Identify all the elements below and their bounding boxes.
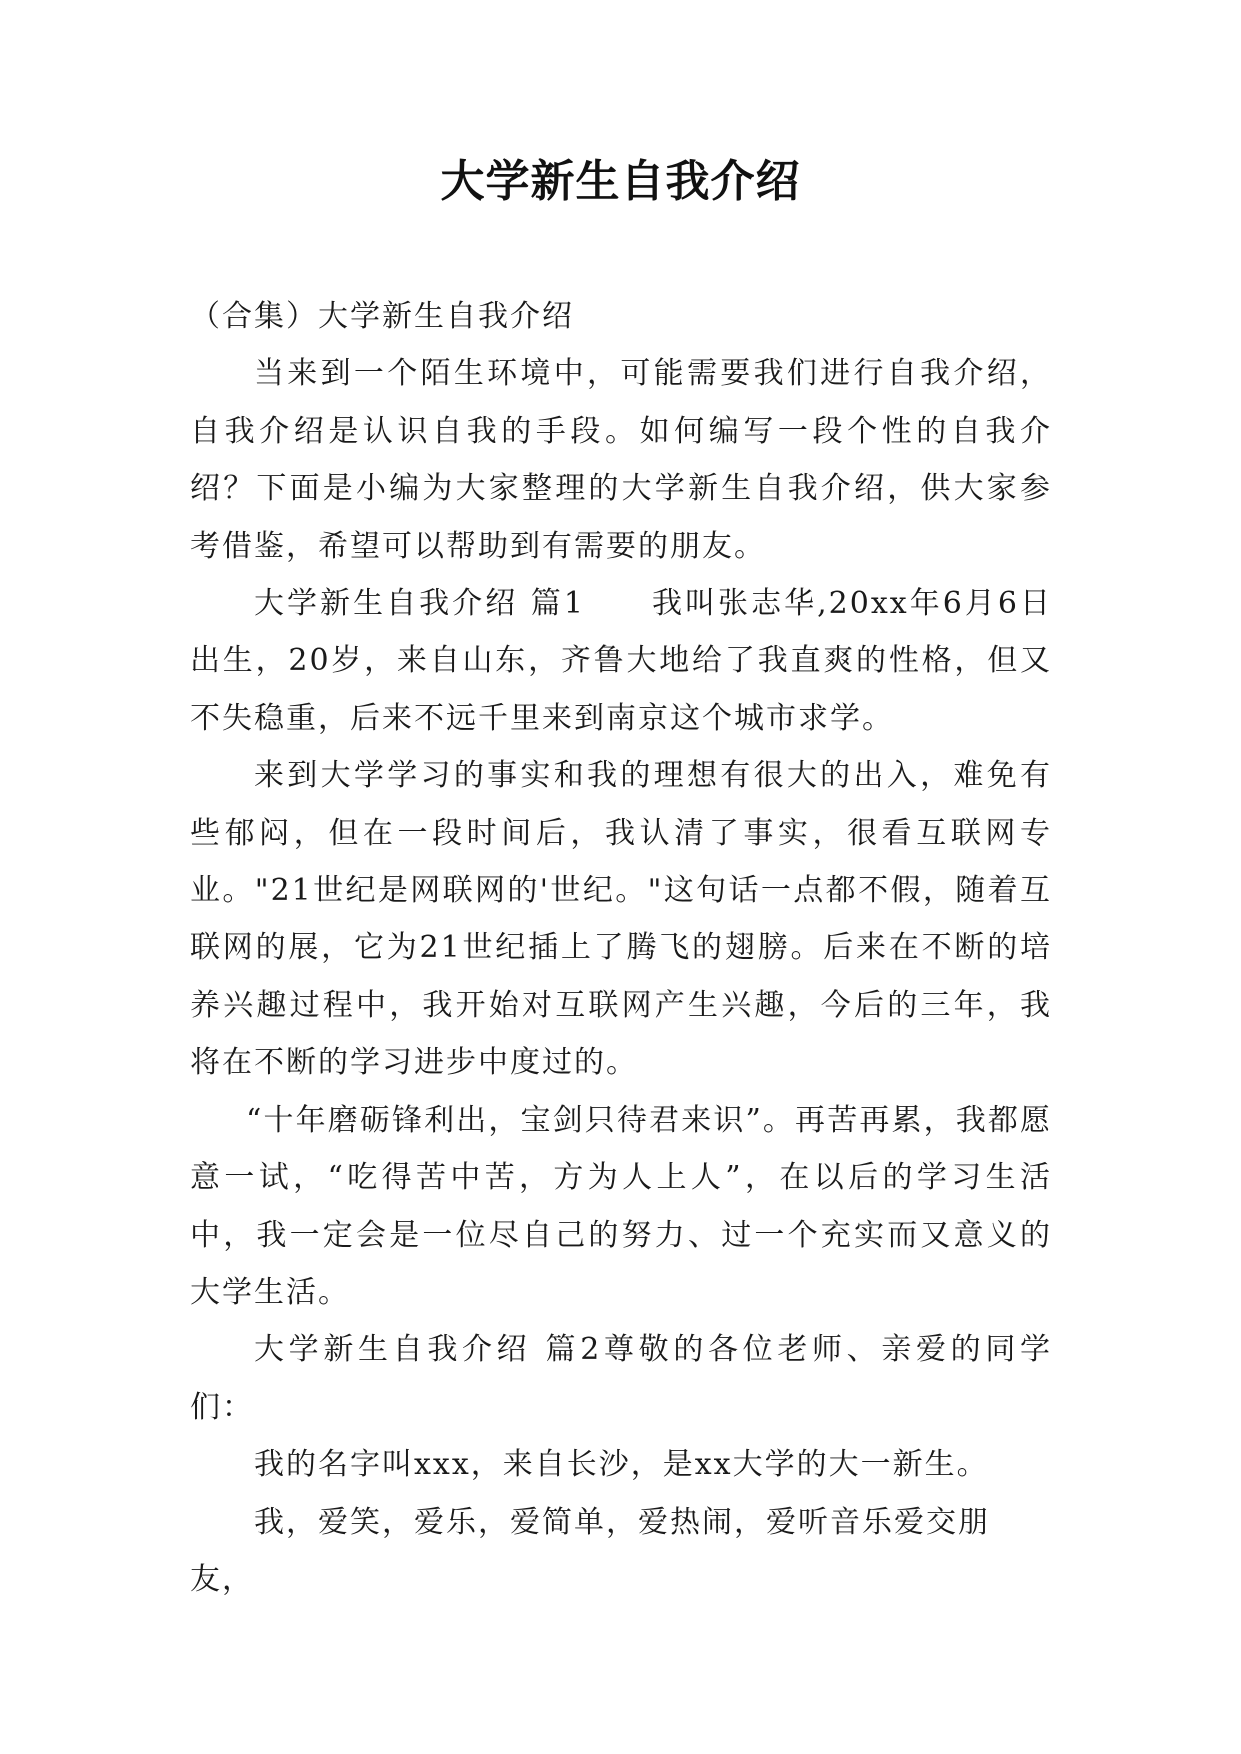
paragraph-essay-1-closing: “十年磨砺锋利出，宝剑只待君来识”。再苦再累，我都愿意一试，“吃得苦中苦，方为人上人”，在以后的学习生活中，我一定会是一位尽自己的努力、过一个充实而又意义的大学生活。 [190, 1102, 1052, 1310]
document-title: 大学新生自我介绍 [440, 156, 801, 207]
paragraph-collection-heading: （合集）大学新生自我介绍 [190, 299, 574, 334]
document-body [190, 288, 1052, 1608]
paragraph-essay-2-hobbies: 我，爱笑，爱乐，爱简单，爱热闹，爱听音乐爱交朋友， [190, 1504, 990, 1597]
paragraph-essay-1-opening: 大学新生自我介绍 篇1 我叫张志华,20xx年6月6日出生，20岁，来自山东，齐鲁大地给了我直爽的性格，但又不失稳重，后来不远千里来到南京这个城市求学。 [190, 586, 1052, 736]
paragraph-essay-2-greeting: 大学新生自我介绍 篇2尊敬的各位老师、亲爱的同学们： [190, 1332, 1052, 1425]
paragraph-essay-2-name: 我的名字叫xxx，来自长沙，是xx大学的大一新生。 [254, 1447, 989, 1483]
paragraph-intro: 当来到一个陌生环境中，可能需要我们进行自我介绍，自我介绍是认识自我的手段。如何编写一段个性的自我介绍？下面是小编为大家整理的大学新生自我介绍，供大家参考借鉴，希望可以帮助到有需要的朋友。 [190, 356, 1052, 564]
paragraph-essay-1-major: 来到大学学习的事实和我的理想有很大的出入，难免有些郁闷，但在一段时间后，我认清了事实，很看互联网专业。"21世纪是网联网的'世纪。"这句话一点都不假，随着互联网的展，它为21世纪插上了腾飞的翅膀。后来在不断的培养兴趣过程中，我开始对互联网产生兴趣，今后的三年，我将在不断的学习进步中度过的。 [190, 758, 1052, 1081]
